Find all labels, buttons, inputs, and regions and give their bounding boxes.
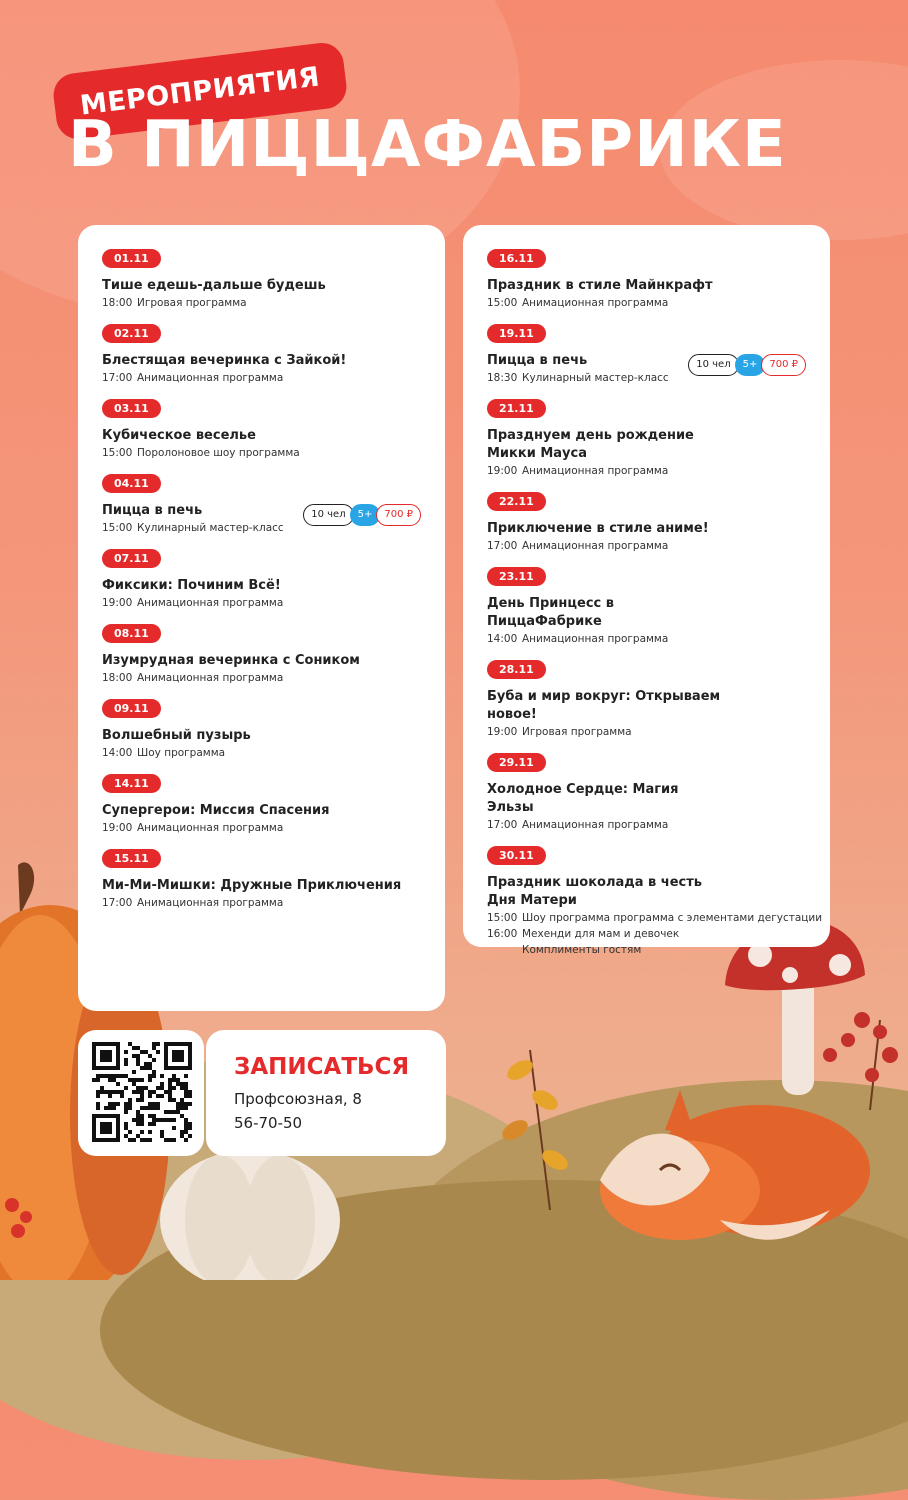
event-description: Шоу программа программа с элементами дегустации: [522, 912, 823, 924]
event-item: [487, 658, 830, 740]
event-title: Холодное Сердце: Магия Эльзы: [487, 782, 679, 815]
event-schedule-line: [487, 295, 830, 311]
event-schedule-line: [102, 595, 445, 611]
event-time: 15:00: [487, 297, 518, 309]
event-date-badge: 30.11: [487, 846, 546, 865]
event-schedule-line: [487, 942, 830, 958]
event-title: Приключение в стиле аниме!: [487, 521, 709, 536]
event-item: [102, 322, 445, 386]
event-schedule-line: [487, 724, 830, 740]
event-date-badge: 23.11: [487, 567, 546, 586]
event-title: Празднуем день рождение Микки Мауса: [487, 428, 694, 461]
event-date-badge: 28.11: [487, 660, 546, 679]
event-title: Праздник в стиле Майнкрафт: [487, 278, 713, 293]
event-time: [487, 942, 522, 958]
event-description: Анимационная программа: [137, 822, 284, 834]
price-badge: 700 ₽: [376, 504, 421, 526]
event-item: [102, 547, 445, 611]
event-time: 14:00: [102, 747, 133, 759]
event-date-badge: 07.11: [102, 549, 161, 568]
event-description: Игровая программа: [137, 297, 247, 309]
event-date-badge: 21.11: [487, 399, 546, 418]
people-count-badge: 10 чел: [303, 504, 353, 526]
events-card-left: [78, 225, 445, 1011]
event-time: 18:00: [102, 297, 133, 309]
event-schedule-line: [102, 445, 445, 461]
event-title: Фиксики: Починим Всё!: [102, 578, 281, 593]
event-list: [78, 225, 445, 911]
event-schedule-line: [487, 926, 830, 942]
phone-number[interactable]: 56-70-50: [234, 1114, 303, 1132]
event-date-badge: 03.11: [102, 399, 161, 418]
qr-code-icon[interactable]: [92, 1042, 192, 1142]
event-description: Анимационная программа: [522, 540, 669, 552]
event-item: [102, 622, 445, 686]
event-time: 17:00: [102, 372, 133, 384]
event-description: Комплименты гостям: [522, 944, 642, 956]
event-title: Супергерои: Миссия Спасения: [102, 803, 330, 818]
event-description: Кулинарный мастер-класс: [137, 522, 284, 534]
age-badge: 5+: [350, 504, 381, 526]
event-schedule-line: [102, 295, 445, 311]
event-item: [487, 247, 830, 311]
event-date-badge: 08.11: [102, 624, 161, 643]
event-title: Изумрудная вечеринка с Соником: [102, 653, 360, 668]
event-date-badge: 19.11: [487, 324, 546, 343]
price-badge: 700 ₽: [761, 354, 806, 376]
event-time: 19:00: [102, 597, 133, 609]
event-description: Мехенди для мам и девочек: [522, 928, 680, 940]
event-schedule-line: [102, 820, 445, 836]
address: Профсоюзная, 8: [234, 1090, 362, 1108]
event-schedule-line: [487, 463, 830, 479]
event-schedule-line: [102, 670, 445, 686]
event-schedule-line: [487, 910, 830, 926]
age-badge: 5+: [735, 354, 766, 376]
event-description: Анимационная программа: [137, 372, 284, 384]
event-title: Праздник шоколада в честь Дня Матери: [487, 875, 702, 908]
event-time: 17:00: [487, 819, 518, 831]
berries-icon: [810, 1000, 908, 1120]
event-item: [487, 322, 830, 386]
event-date-badge: 02.11: [102, 324, 161, 343]
event-title: Ми-Ми-Мишки: Дружные Приключения: [102, 878, 402, 893]
event-description: Игровая программа: [522, 726, 632, 738]
event-item: [487, 490, 830, 554]
event-schedule-line: [487, 538, 830, 554]
event-schedule-line: [102, 370, 445, 386]
event-schedule-line: [487, 817, 830, 833]
event-title: День Принцесс в ПиццаФабрике: [487, 596, 615, 629]
event-item: [487, 844, 830, 958]
event-item: [102, 697, 445, 761]
event-date-badge: 09.11: [102, 699, 161, 718]
event-description: Анимационная программа: [522, 633, 669, 645]
event-list: [463, 225, 830, 958]
event-date-badge: 04.11: [102, 474, 161, 493]
event-date-badge: 01.11: [102, 249, 161, 268]
event-title: Кубическое веселье: [102, 428, 256, 443]
event-time: 15:00: [102, 447, 133, 459]
event-title: Блестящая вечеринка с Зайкой!: [102, 353, 347, 368]
event-title: Буба и мир вокруг: Открываем новое!: [487, 689, 721, 722]
event-description: Анимационная программа: [137, 897, 284, 909]
qr-card[interactable]: [78, 1030, 204, 1156]
signup-card[interactable]: [206, 1030, 446, 1156]
event-item: [102, 397, 445, 461]
event-title: Пицца в печь: [102, 503, 203, 518]
event-description: Кулинарный мастер-класс: [522, 372, 669, 384]
event-info-pills: [303, 504, 421, 526]
event-time: 17:00: [102, 897, 133, 909]
event-date-badge: 16.11: [487, 249, 546, 268]
event-date-badge: 29.11: [487, 753, 546, 772]
event-description: Шоу программа: [137, 747, 226, 759]
event-description: Анимационная программа: [522, 465, 669, 477]
event-schedule-line: [102, 895, 445, 911]
event-time: 18:00: [102, 672, 133, 684]
event-time: 19:00: [102, 822, 133, 834]
event-item: [102, 847, 445, 911]
event-description: Поролоновое шоу программа: [137, 447, 300, 459]
event-item: [487, 751, 830, 833]
event-time: 15:00: [102, 522, 133, 534]
event-item: [487, 565, 830, 647]
event-time: 17:00: [487, 540, 518, 552]
event-description: Анимационная программа: [137, 597, 284, 609]
event-item: [102, 472, 445, 536]
white-pumpkin-icon: [150, 1140, 350, 1280]
event-time: 16:00: [487, 928, 518, 940]
event-time: 19:00: [487, 465, 518, 477]
event-date-badge: 15.11: [102, 849, 161, 868]
event-time: 14:00: [487, 633, 518, 645]
event-title: Тише едешь-дальше будешь: [102, 278, 326, 293]
signup-title[interactable]: ЗАПИСАТЬСЯ: [234, 1054, 410, 1080]
event-time: 19:00: [487, 726, 518, 738]
event-description: Анимационная программа: [522, 297, 669, 309]
event-info-pills: [688, 354, 806, 376]
event-time: 15:00: [487, 912, 518, 924]
events-card-right: [463, 225, 830, 956]
event-item: [102, 772, 445, 836]
event-date-badge: 14.11: [102, 774, 161, 793]
event-time: 18:30: [487, 372, 518, 384]
page-title: В ПИЦЦАФАБРИКЕ: [68, 108, 787, 182]
event-schedule-line: [487, 631, 830, 647]
event-date-badge: 22.11: [487, 492, 546, 511]
event-item: [102, 247, 445, 311]
people-count-badge: 10 чел: [688, 354, 738, 376]
event-schedule-line: [102, 745, 445, 761]
ribbon-label: МЕРОПРИЯТИЯ: [78, 60, 322, 122]
event-description: Анимационная программа: [137, 672, 284, 684]
event-title: Волшебный пузырь: [102, 728, 251, 743]
event-title: Пицца в печь: [487, 353, 588, 368]
event-description: Анимационная программа: [522, 819, 669, 831]
event-item: [487, 397, 830, 479]
autumn-leaves-icon: [490, 1040, 600, 1210]
